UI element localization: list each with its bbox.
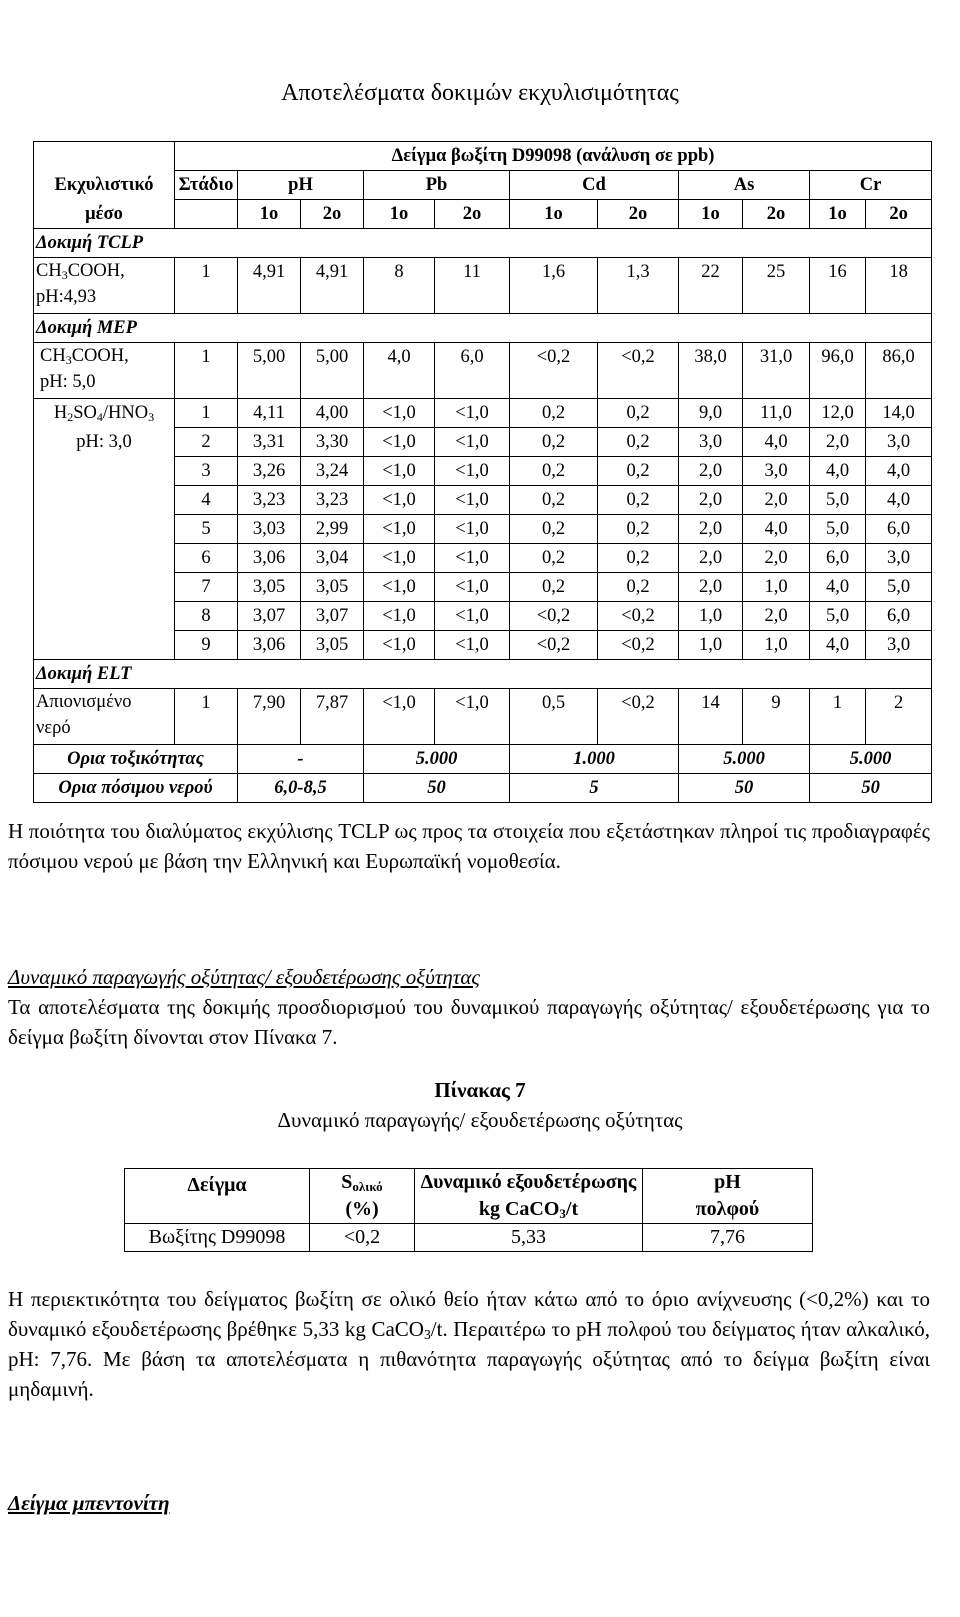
value-cell: 3,07 xyxy=(238,602,301,631)
toxicity-limits-label: Ορια τοξικότητας xyxy=(34,745,238,774)
sub-header: 2ο xyxy=(301,200,364,229)
table-row xyxy=(34,631,932,660)
value-cell: 3,07 xyxy=(301,602,364,631)
elt-medium: Απιονισμένο νερό xyxy=(34,689,175,745)
stage-cell: 4 xyxy=(175,486,238,515)
caption-row xyxy=(34,142,932,171)
paragraph-sulfur-content: Η περιεκτικότητα του δείγματος βωξίτη σε ολικό θείο ήταν κάτω από το όριο ανίχνευσης (<0,2%) και το δυναμικό εξουδετέρωσης βρέθηκε 5,33 kg CaCO$_3$/t. Περαιτέρω το pH πολφού του δείγματος ήταν αλκαλικό, pH: 7,76. Με βάση τα αποτελέσματα η πιθανότητα παραγωγής οξύτητας από το δείγμα βωξίτη είναι μηδαμινή. xyxy=(8,1287,930,1401)
value-cell: <1,0 xyxy=(364,544,435,573)
value-cell: 0,5 xyxy=(510,689,598,745)
ph-cell: 7,76 xyxy=(643,1224,813,1252)
value-cell: <1,0 xyxy=(435,399,510,428)
table-row xyxy=(34,515,932,544)
acid-potential-table xyxy=(124,1168,813,1252)
limit-cell: 1.000 xyxy=(510,745,679,774)
sample-cell: Βωξίτης D99098 xyxy=(125,1224,310,1252)
limit-cell: 6,0-8,5 xyxy=(238,774,364,803)
value-cell: 2,0 xyxy=(679,457,743,486)
value-cell: 8 xyxy=(364,258,435,314)
value-cell: 2,0 xyxy=(679,515,743,544)
value-cell: 0,2 xyxy=(598,515,679,544)
sub-header: 1ο xyxy=(679,200,743,229)
value-cell: 0,2 xyxy=(510,457,598,486)
value-cell: <0,2 xyxy=(598,689,679,745)
value-cell: 3,0 xyxy=(866,428,932,457)
value-cell: 0,2 xyxy=(598,457,679,486)
limit-cell: 5.000 xyxy=(679,745,810,774)
value-cell: 4,0 xyxy=(810,457,866,486)
sub-header: 2ο xyxy=(866,200,932,229)
value-cell: 2,0 xyxy=(679,544,743,573)
value-cell: <0,2 xyxy=(598,631,679,660)
leachability-table xyxy=(33,141,932,803)
table-row xyxy=(34,343,932,399)
value-cell: 1,0 xyxy=(743,631,810,660)
value-cell: 0,2 xyxy=(510,486,598,515)
mep-section-row xyxy=(34,314,932,343)
table-row xyxy=(34,486,932,515)
value-cell: 0,2 xyxy=(598,399,679,428)
value-cell: 3,05 xyxy=(301,573,364,602)
value-cell: 4,0 xyxy=(364,343,435,399)
sub-header: 2ο xyxy=(743,200,810,229)
table-row xyxy=(34,399,932,428)
value-cell: 6,0 xyxy=(866,515,932,544)
value-cell: <0,2 xyxy=(598,343,679,399)
limit-cell: 5 xyxy=(510,774,679,803)
value-cell: 4,0 xyxy=(810,573,866,602)
stage-cell: 1 xyxy=(175,399,238,428)
elt-title: Δοκιμή ELT xyxy=(34,660,932,689)
value-cell: <1,0 xyxy=(364,515,435,544)
ph-header: pH πολφού xyxy=(643,1169,813,1224)
value-cell: 0,2 xyxy=(510,515,598,544)
stage-header-empty xyxy=(175,200,238,229)
value-cell: <0,2 xyxy=(510,343,598,399)
value-cell: 1 xyxy=(810,689,866,745)
value-cell: <1,0 xyxy=(435,573,510,602)
value-cell: <1,0 xyxy=(364,457,435,486)
tclp-medium: $CH_3COOH$, pH:4,93 xyxy=(34,258,175,314)
header-row-1 xyxy=(34,171,932,200)
value-cell: <1,0 xyxy=(435,631,510,660)
cd-header: Cd xyxy=(510,171,679,200)
value-cell: <1,0 xyxy=(435,457,510,486)
value-cell: 12,0 xyxy=(810,399,866,428)
table-row xyxy=(34,573,932,602)
table-row xyxy=(34,258,932,314)
value-cell: 5,0 xyxy=(810,515,866,544)
value-cell: 3,06 xyxy=(238,631,301,660)
table7-title: Δυναμικό παραγωγής/ εξουδετέρωσης οξύτητας xyxy=(277,1108,683,1132)
value-cell: 0,2 xyxy=(598,486,679,515)
value-cell: <1,0 xyxy=(364,573,435,602)
value-cell: 2,0 xyxy=(679,573,743,602)
value-cell: 5,0 xyxy=(810,486,866,515)
tclp-title: Δοκιμή TCLP xyxy=(34,229,932,258)
value-cell: 38,0 xyxy=(679,343,743,399)
table-row xyxy=(125,1224,813,1252)
page-title: Αποτελέσματα δοκιμών εκχυλισιμότητας xyxy=(281,80,679,106)
stage-cell: 6 xyxy=(175,544,238,573)
sulfur-cell: <0,2 xyxy=(310,1224,415,1252)
value-cell: 3,26 xyxy=(238,457,301,486)
medium-header: Εκχυλιστικό xyxy=(34,171,175,200)
value-cell: 25 xyxy=(743,258,810,314)
tclp-section-row xyxy=(34,229,932,258)
stage-header: Στάδιο xyxy=(175,171,238,200)
mep-medium-2: $H_2SO_4/HNO_3$ xyxy=(34,399,175,428)
value-cell: 4,0 xyxy=(866,457,932,486)
value-cell: 1,0 xyxy=(743,573,810,602)
limit-cell: 5.000 xyxy=(810,745,932,774)
drinking-water-limits-row xyxy=(34,774,932,803)
neutralization-header: Δυναμικό εξουδετέρωσης kg CaCO$_3$/t xyxy=(415,1169,643,1224)
cr-header: Cr xyxy=(810,171,932,200)
value-cell: 6,0 xyxy=(435,343,510,399)
value-cell: 0,2 xyxy=(598,544,679,573)
value-cell: 0,2 xyxy=(510,428,598,457)
value-cell: 31,0 xyxy=(743,343,810,399)
table-row xyxy=(34,428,932,457)
value-cell: 3,06 xyxy=(238,544,301,573)
elt-section-row xyxy=(34,660,932,689)
drinking-water-limits-label: Ορια πόσιμου νερού xyxy=(34,774,238,803)
toxicity-limits-row xyxy=(34,745,932,774)
stage-cell: 2 xyxy=(175,428,238,457)
value-cell: 0,2 xyxy=(510,573,598,602)
value-cell: <1,0 xyxy=(364,428,435,457)
value-cell: 3,30 xyxy=(301,428,364,457)
mep-medium-2-ph: pH: 3,0 xyxy=(34,428,175,457)
value-cell: 6,0 xyxy=(866,602,932,631)
section-heading: Δυναμικό παραγωγής οξύτητας/ εξουδετέρωσης οξύτητας xyxy=(8,965,480,989)
header-row-2 xyxy=(34,200,932,229)
sub-header: 2ο xyxy=(435,200,510,229)
sub-header: 1ο xyxy=(364,200,435,229)
value-cell: 96,0 xyxy=(810,343,866,399)
paragraph-tclp-quality: Η ποιότητα του διαλύματος εκχύλισης TCLP ως προς τα στοιχεία που εξετάστηκαν πληροί τις προδιαγραφές πόσιμου νερού με βάση την Ελληνική και Ευρωπαϊκή νομοθεσία. xyxy=(8,819,930,873)
value-cell: <1,0 xyxy=(435,428,510,457)
value-cell: 3,23 xyxy=(238,486,301,515)
limit-cell: 50 xyxy=(364,774,510,803)
limit-cell: 50 xyxy=(679,774,810,803)
value-cell: 3,04 xyxy=(301,544,364,573)
value-cell: <1,0 xyxy=(435,515,510,544)
table-row xyxy=(34,457,932,486)
value-cell: 3,05 xyxy=(238,573,301,602)
value-cell: <1,0 xyxy=(364,689,435,745)
value-cell: 1,6 xyxy=(510,258,598,314)
value-cell: 2,0 xyxy=(679,486,743,515)
value-cell: <0,2 xyxy=(510,631,598,660)
sub-header: 2ο xyxy=(598,200,679,229)
table-row xyxy=(34,689,932,745)
table7-number: Πίνακας 7 xyxy=(434,1078,526,1102)
value-cell: 3,0 xyxy=(679,428,743,457)
value-cell: 18 xyxy=(866,258,932,314)
stage-cell: 1 xyxy=(175,689,238,745)
sub-header: 1ο xyxy=(810,200,866,229)
value-cell: 4,91 xyxy=(238,258,301,314)
stage-cell: 7 xyxy=(175,573,238,602)
value-cell: 2,0 xyxy=(743,602,810,631)
medium-header-2: μέσο xyxy=(34,200,175,229)
table-row xyxy=(34,602,932,631)
value-cell: 11,0 xyxy=(743,399,810,428)
value-cell: 9 xyxy=(743,689,810,745)
limit-cell: - xyxy=(238,745,364,774)
value-cell: 4,0 xyxy=(743,428,810,457)
value-cell: 5,0 xyxy=(810,602,866,631)
value-cell: 5,00 xyxy=(238,343,301,399)
stage-cell: 1 xyxy=(175,258,238,314)
value-cell: <1,0 xyxy=(364,631,435,660)
value-cell: 3,0 xyxy=(866,544,932,573)
sample-header: Δείγμα xyxy=(125,1169,310,1224)
stage-cell: 1 xyxy=(175,343,238,399)
limit-cell: 50 xyxy=(810,774,932,803)
value-cell: 14 xyxy=(679,689,743,745)
neutralization-cell: 5,33 xyxy=(415,1224,643,1252)
pb-header: Pb xyxy=(364,171,510,200)
value-cell: <0,2 xyxy=(598,602,679,631)
value-cell: 9,0 xyxy=(679,399,743,428)
value-cell: 1,3 xyxy=(598,258,679,314)
table-row xyxy=(34,544,932,573)
mep-title: Δοκιμή MEP xyxy=(34,314,932,343)
value-cell: 3,24 xyxy=(301,457,364,486)
value-cell: 5,0 xyxy=(866,573,932,602)
value-cell: 3,05 xyxy=(301,631,364,660)
value-cell: 86,0 xyxy=(866,343,932,399)
value-cell: 2,0 xyxy=(810,428,866,457)
stage-cell: 8 xyxy=(175,602,238,631)
value-cell: 2,99 xyxy=(301,515,364,544)
table-caption: Δείγμα βωξίτη D99098 (ανάλυση σε ppb) xyxy=(175,142,932,171)
value-cell: <1,0 xyxy=(435,689,510,745)
bentonite-heading: Δείγμα μπεντονίτη xyxy=(8,1491,170,1515)
value-cell: 16 xyxy=(810,258,866,314)
value-cell: 14,0 xyxy=(866,399,932,428)
value-cell: 0,2 xyxy=(510,544,598,573)
value-cell: 3,0 xyxy=(743,457,810,486)
value-cell: 3,03 xyxy=(238,515,301,544)
value-cell: 7,90 xyxy=(238,689,301,745)
value-cell: 2,0 xyxy=(743,544,810,573)
as-header: As xyxy=(679,171,810,200)
value-cell: 11 xyxy=(435,258,510,314)
sub-header: 1ο xyxy=(510,200,598,229)
value-cell: 4,0 xyxy=(810,631,866,660)
value-cell: 3,0 xyxy=(866,631,932,660)
value-cell: 22 xyxy=(679,258,743,314)
value-cell: 6,0 xyxy=(810,544,866,573)
paragraph-acid-potential: Τα αποτελέσματα της δοκιμής προσδιορισμού του δυναμικού παραγωγής οξύτητας/ εξουδετέρωσης για το δείγμα βωξίτη δίνονται στον Πίνακα 7. xyxy=(8,995,930,1049)
value-cell: 0,2 xyxy=(510,399,598,428)
value-cell: 4,11 xyxy=(238,399,301,428)
value-cell: 7,87 xyxy=(301,689,364,745)
value-cell: 4,0 xyxy=(743,515,810,544)
value-cell: 1,0 xyxy=(679,602,743,631)
value-cell: 4,0 xyxy=(866,486,932,515)
value-cell: 3,31 xyxy=(238,428,301,457)
sub-header: 1ο xyxy=(238,200,301,229)
mep-medium-1: $CH_3COOH$, pH: 5,0 xyxy=(34,343,175,399)
value-cell: <1,0 xyxy=(435,602,510,631)
sulfur-header: $S_{o\lambda\iota\kappa ό}$ (%) xyxy=(310,1169,415,1224)
stage-cell: 5 xyxy=(175,515,238,544)
value-cell: <1,0 xyxy=(364,399,435,428)
limit-cell: 5.000 xyxy=(364,745,510,774)
value-cell: <0,2 xyxy=(510,602,598,631)
value-cell: <1,0 xyxy=(364,486,435,515)
value-cell: 5,00 xyxy=(301,343,364,399)
stage-cell: 9 xyxy=(175,631,238,660)
value-cell: 4,00 xyxy=(301,399,364,428)
table7-header xyxy=(125,1169,813,1224)
value-cell: 1,0 xyxy=(679,631,743,660)
value-cell: 4,91 xyxy=(301,258,364,314)
value-cell: <1,0 xyxy=(435,544,510,573)
value-cell: <1,0 xyxy=(364,602,435,631)
value-cell: 0,2 xyxy=(598,428,679,457)
value-cell: <1,0 xyxy=(435,486,510,515)
value-cell: 0,2 xyxy=(598,573,679,602)
value-cell: 2 xyxy=(866,689,932,745)
value-cell: 2,0 xyxy=(743,486,810,515)
value-cell: 3,23 xyxy=(301,486,364,515)
ph-header: pH xyxy=(238,171,364,200)
stage-cell: 3 xyxy=(175,457,238,486)
